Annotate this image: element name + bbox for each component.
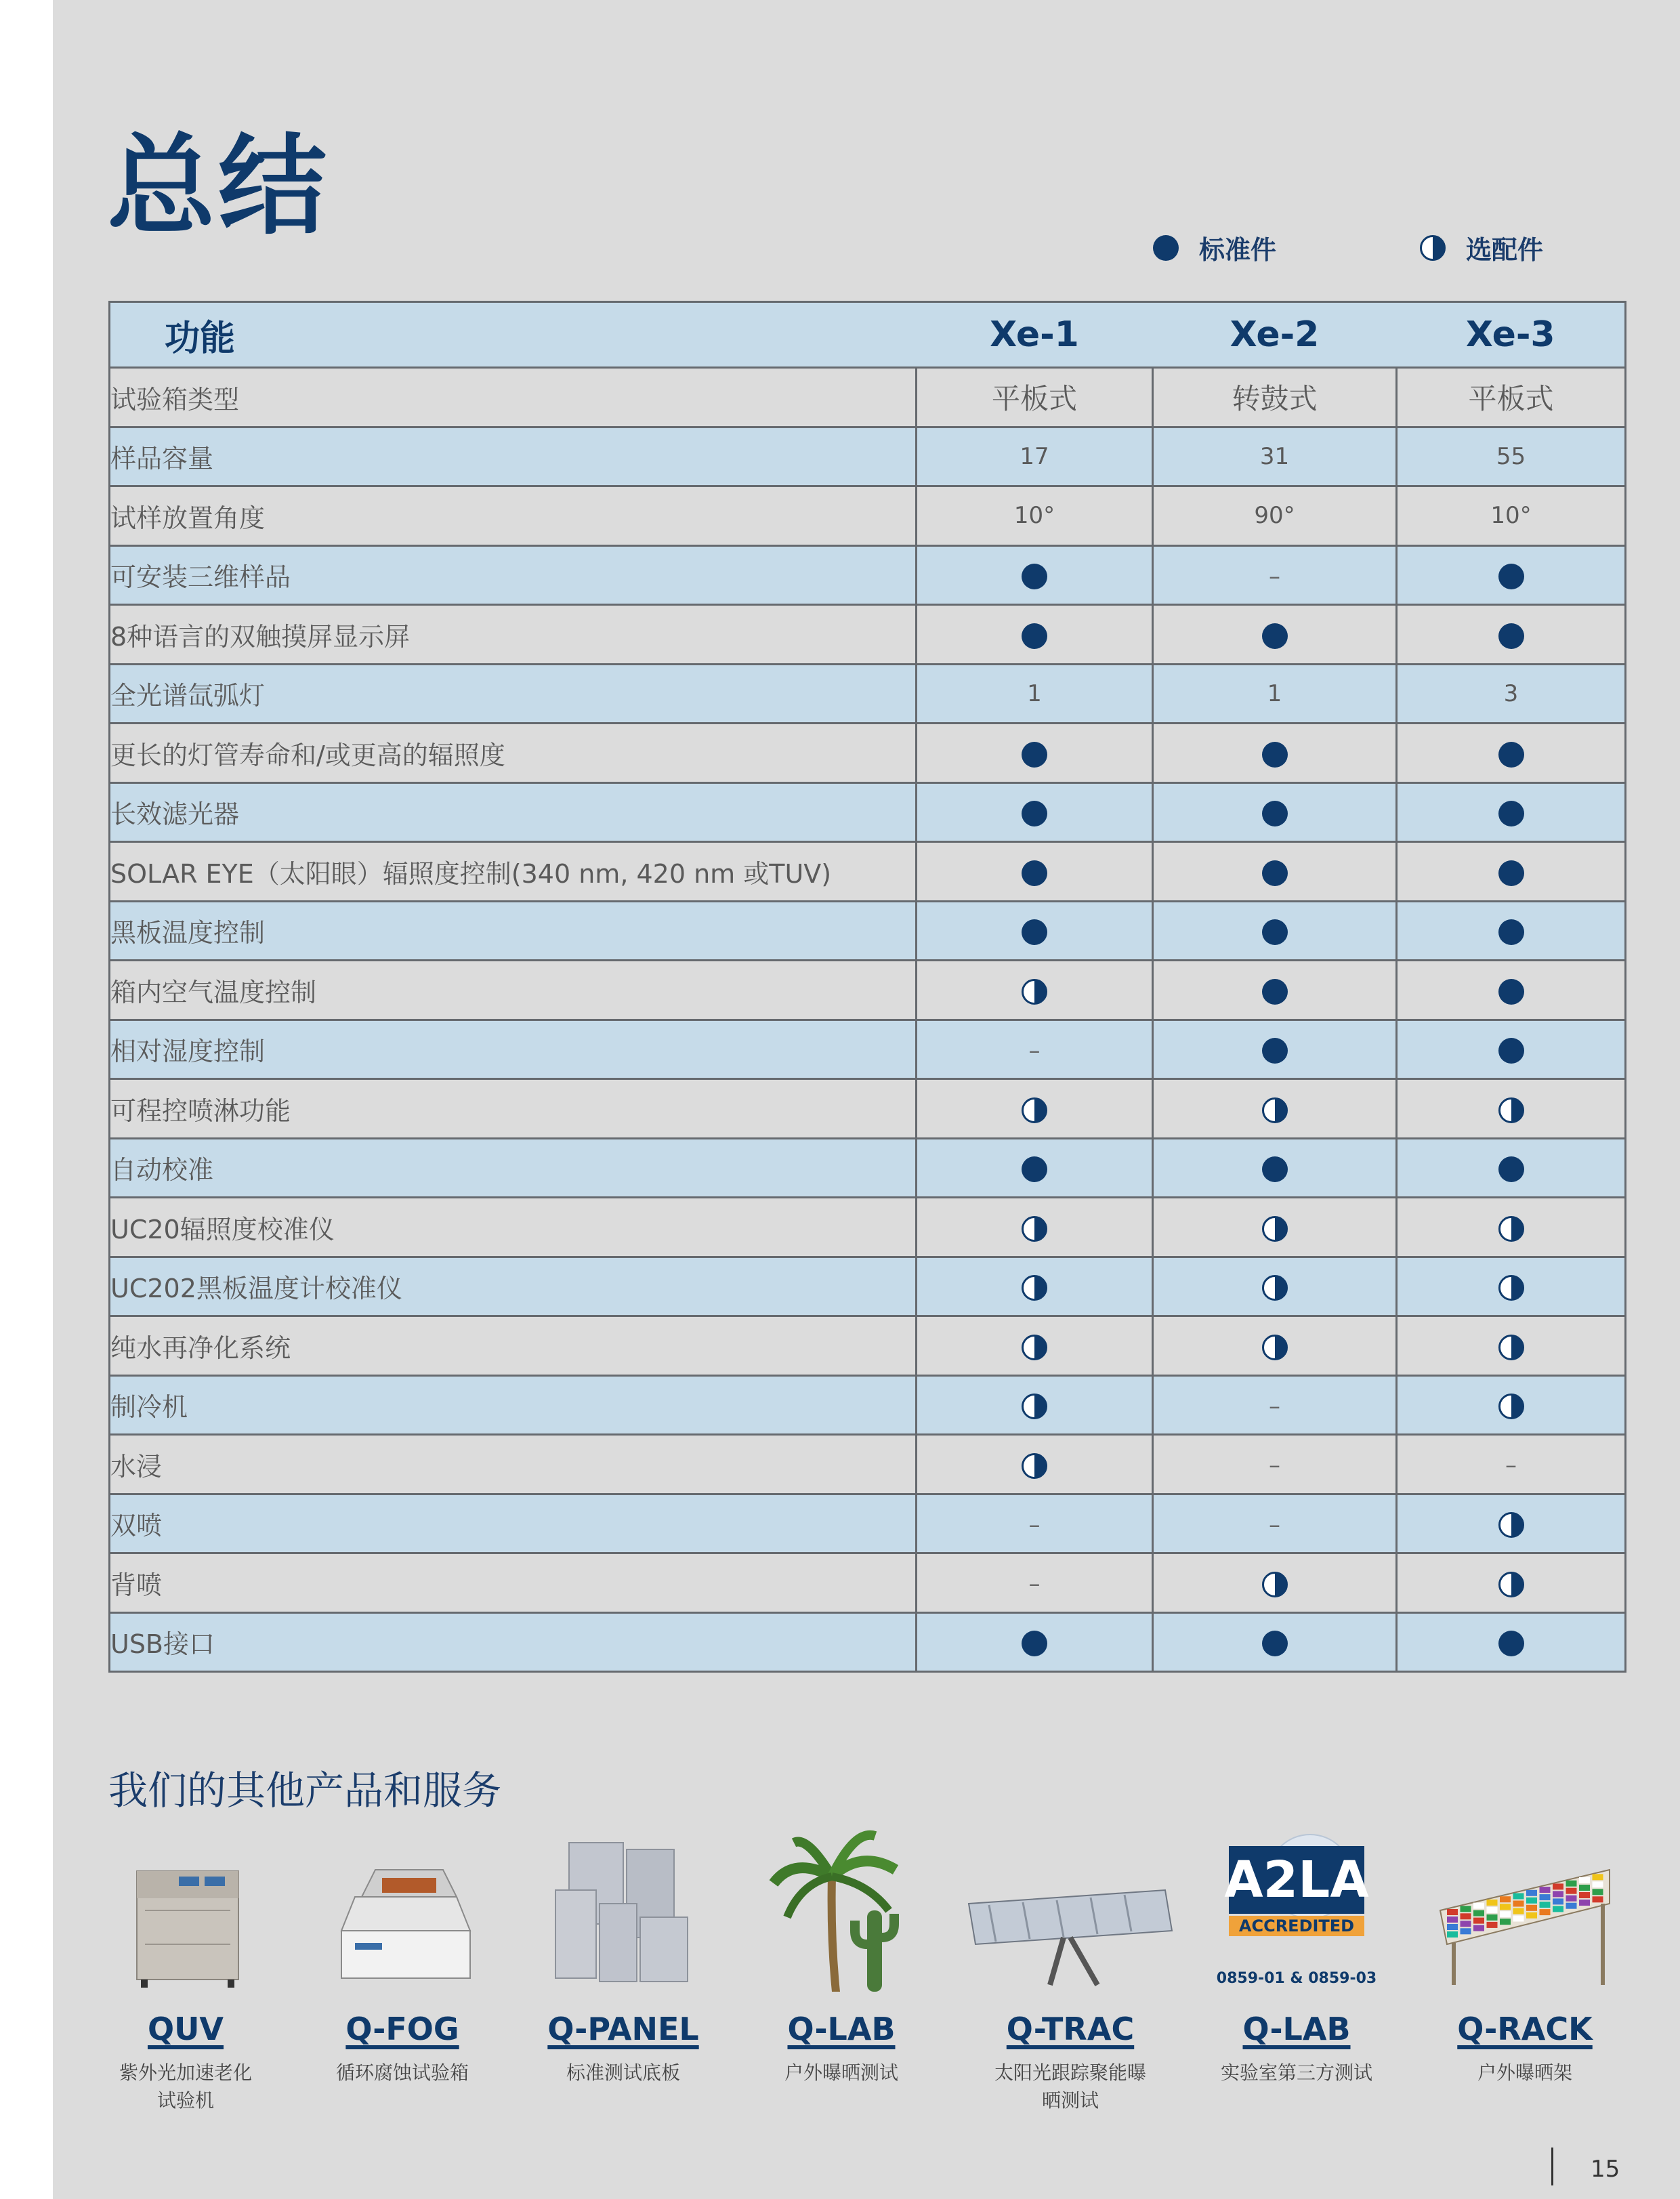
feature-column-header: 功能: [110, 302, 917, 368]
rack-sample-tile: [1500, 1896, 1511, 1902]
feature-label: 全光谱氙弧灯: [110, 664, 917, 724]
cell-xe-3: [1397, 842, 1626, 902]
product-q-lab-outdoor[interactable]: [753, 1829, 929, 2084]
product-q-panel[interactable]: [535, 1829, 711, 2084]
standard-dot-icon: [1262, 1631, 1288, 1656]
page-number-divider: [1551, 2148, 1553, 2185]
cell-xe-1: [917, 1079, 1153, 1139]
cell-xe-2: [1153, 961, 1397, 1020]
rack-sample-tile: [1579, 1885, 1590, 1891]
rack-sample-tile: [1487, 1914, 1498, 1921]
product-name[interactable]: Q-TRAC: [1006, 2011, 1135, 2047]
rack-sample-tile: [1579, 1892, 1590, 1898]
cell-xe-2: [1153, 1494, 1397, 1553]
rack-sample-tile: [1540, 1887, 1551, 1893]
table-row: [110, 901, 1626, 961]
cell-xe-3: 平板式: [1397, 368, 1626, 427]
rack-sample-tile: [1553, 1898, 1563, 1904]
optional-half-dot-icon: [1498, 1394, 1524, 1419]
rack-sample-tile: [1540, 1909, 1551, 1915]
standard-dot-icon: [1498, 1631, 1524, 1656]
test-panels-icon: [535, 1829, 711, 1992]
product-name[interactable]: Q-RACK: [1457, 2011, 1593, 2047]
feature-label: 试样放置角度: [110, 486, 917, 546]
rack-sample-tile: [1526, 1898, 1537, 1904]
product-name[interactable]: Q-FOG: [345, 2011, 459, 2047]
exposure-rack-icon: [1427, 1829, 1623, 1992]
rack-sample-tile: [1500, 1919, 1511, 1925]
cell-xe-1: [917, 1435, 1153, 1494]
rack-sample-tile: [1593, 1896, 1603, 1902]
product-name[interactable]: Q-PANEL: [547, 2011, 699, 2047]
legend-optional-label: 选配件: [1466, 235, 1544, 265]
optional-half-dot-icon: [1022, 1216, 1047, 1242]
model-header-xe1: Xe-1: [917, 302, 1153, 368]
other-products-heading: 我们的其他产品和服务: [108, 1767, 502, 1814]
feature-label: USB接口: [110, 1612, 917, 1672]
optional-half-dot-icon: [1262, 1097, 1288, 1123]
table-row: [110, 1553, 1626, 1613]
table-row: [110, 842, 1626, 902]
rack-sample-tile: [1553, 1883, 1563, 1889]
accreditation-code: 0859-01 & 0859-03: [1216, 1970, 1377, 1987]
cell-xe-3: [1397, 1494, 1626, 1553]
feature-label: 长效滤光器: [110, 782, 917, 842]
feature-label: UC202黑板温度计校准仪: [110, 1257, 917, 1316]
corrosion-chamber-icon: [314, 1829, 490, 1992]
cell-xe-3: [1397, 1257, 1626, 1316]
standard-dot-icon: [1498, 1156, 1524, 1182]
feature-label: 黑板温度控制: [110, 901, 917, 961]
cell-xe-2: [1153, 1553, 1397, 1613]
optional-half-dot-icon: [1022, 1335, 1047, 1360]
cell-xe-2: [1153, 1020, 1397, 1079]
standard-dot-icon: [1022, 1631, 1047, 1656]
not-available-dash: –: [1028, 1511, 1041, 1538]
sun-tracker-icon: [948, 1829, 1192, 1992]
product-desc: [948, 2059, 1192, 2114]
optional-half-dot-icon: [1022, 979, 1047, 1005]
rack-sample-tile: [1473, 1910, 1484, 1917]
standard-dot-icon: [1022, 623, 1047, 649]
not-available-dash: –: [1269, 1511, 1280, 1538]
product-name[interactable]: Q-LAB: [787, 2011, 896, 2047]
rack-sample-tile: [1461, 1906, 1471, 1912]
standard-dot-icon: [1262, 1156, 1288, 1182]
rack-sample-tile: [1487, 1907, 1498, 1913]
standard-dot-icon: [1022, 742, 1047, 768]
table-row: [110, 1612, 1626, 1672]
table-row: [110, 1138, 1626, 1198]
cell-xe-3: [1397, 1020, 1626, 1079]
cell-xe-2: [1153, 1612, 1397, 1672]
standard-dot-icon: [1262, 1038, 1288, 1064]
cell-xe-1: [917, 724, 1153, 783]
table-row: [110, 486, 1626, 546]
rack-sample-tile: [1500, 1904, 1511, 1910]
rack-sample-tile: [1593, 1881, 1603, 1887]
cell-xe-3: [1397, 724, 1626, 783]
rack-sample-tile: [1566, 1888, 1577, 1894]
cell-xe-1: [917, 1612, 1153, 1672]
not-available-dash: –: [1028, 1036, 1041, 1064]
optional-half-dot-icon: [1498, 1572, 1524, 1597]
rack-sample-tile: [1540, 1902, 1551, 1908]
model-header-xe3: Xe-3: [1397, 302, 1626, 368]
cell-xe-1: [917, 1020, 1153, 1079]
standard-dot-icon: [1022, 919, 1047, 945]
cell-xe-3: [1397, 1316, 1626, 1376]
cell-xe-2: 31: [1153, 427, 1397, 486]
rack-sample-tile: [1526, 1912, 1537, 1919]
cell-xe-2: [1153, 1138, 1397, 1198]
rack-sample-tile: [1447, 1909, 1458, 1915]
cell-xe-2: [1153, 1316, 1397, 1376]
not-available-dash: –: [1028, 1570, 1041, 1598]
rack-sample-tile: [1526, 1905, 1537, 1911]
model-header-xe2: Xe-2: [1153, 302, 1397, 368]
product-name[interactable]: Q-LAB: [1242, 2011, 1351, 2047]
feature-label: 可程控喷淋功能: [110, 1079, 917, 1139]
cell-xe-3: [1397, 1079, 1626, 1139]
standard-dot-icon: [1262, 742, 1288, 768]
product-desc-line: 试验机: [156, 2089, 214, 2112]
optional-half-dot-icon: [1022, 1453, 1047, 1479]
legend-optional: [1420, 229, 1543, 266]
product-desc-line: 紫外光加速老化: [119, 2061, 252, 2084]
optional-half-dot-icon: [1262, 1275, 1288, 1301]
cell-xe-1: [917, 605, 1153, 665]
table-row: [110, 1198, 1626, 1257]
table-row: [110, 782, 1626, 842]
cell-xe-1: 平板式: [917, 368, 1153, 427]
a2la-accredited-logo: [1209, 1829, 1385, 1965]
cell-xe-1: [917, 1316, 1153, 1376]
legend-standard-label: 标准件: [1199, 235, 1277, 265]
rack-sample-tile: [1473, 1918, 1484, 1924]
cell-xe-1: [917, 1375, 1153, 1435]
rack-sample-tile: [1553, 1891, 1563, 1897]
standard-dot-icon: [1022, 801, 1047, 826]
feature-label: 背喷: [110, 1553, 917, 1613]
feature-comparison-table: [108, 301, 1626, 1673]
cell-xe-1: [917, 961, 1153, 1020]
rack-sample-tile: [1461, 1928, 1471, 1934]
cell-xe-3: 10°: [1397, 486, 1626, 546]
cell-xe-1: [917, 1494, 1153, 1553]
table-row: [110, 545, 1626, 605]
standard-dot-icon: [1022, 860, 1047, 886]
table-row: [110, 1020, 1626, 1079]
cell-xe-2: 90°: [1153, 486, 1397, 546]
not-available-dash: –: [1505, 1452, 1517, 1480]
cell-xe-3: [1397, 545, 1626, 605]
cell-xe-2: [1153, 545, 1397, 605]
feature-label: 样品容量: [110, 427, 917, 486]
table-row: [110, 664, 1626, 724]
rack-sample-tile: [1447, 1931, 1458, 1938]
product-desc: [98, 2059, 274, 2114]
cell-xe-1: [917, 1138, 1153, 1198]
product-q-lab-accredited[interactable]: [1209, 1829, 1385, 2084]
cell-xe-2: 转鼓式: [1153, 368, 1397, 427]
cell-xe-3: [1397, 1553, 1626, 1613]
standard-dot-icon: [1153, 235, 1179, 261]
rack-sample-tile: [1566, 1896, 1577, 1902]
standard-dot-icon: [1498, 1038, 1524, 1064]
cell-xe-3: 3: [1397, 664, 1626, 724]
product-desc: 户外曝晒架: [1477, 2061, 1572, 2084]
feature-label: SOLAR EYE（太阳眼）辐照度控制(340 nm, 420 nm 或TUV): [110, 842, 917, 902]
rack-sample-tile: [1513, 1916, 1524, 1922]
table-row: [110, 961, 1626, 1020]
feature-label: 水浸: [110, 1435, 917, 1494]
rack-sample-tile: [1540, 1894, 1551, 1900]
standard-dot-icon: [1262, 919, 1288, 945]
feature-label: 试验箱类型: [110, 368, 917, 427]
cell-xe-2: [1153, 1198, 1397, 1257]
product-q-fog[interactable]: [314, 1829, 490, 2084]
standard-dot-icon: [1262, 979, 1288, 1005]
rack-sample-tile: [1500, 1911, 1511, 1917]
table-row: [110, 1316, 1626, 1376]
product-desc-line: 太阳光跟踪聚能曝: [994, 2061, 1146, 2084]
standard-dot-icon: [1498, 979, 1524, 1005]
product-desc-line: 晒测试: [1041, 2089, 1099, 2112]
cell-xe-3: [1397, 605, 1626, 665]
cell-xe-2: [1153, 1257, 1397, 1316]
cell-xe-3: [1397, 901, 1626, 961]
rack-sample-tile: [1593, 1874, 1603, 1880]
optional-half-dot-icon: [1498, 1335, 1524, 1360]
cell-xe-1: 10°: [917, 486, 1153, 546]
rack-sample-tile: [1461, 1921, 1471, 1927]
rack-sample-tile: [1461, 1913, 1471, 1919]
page-number: 15: [1591, 2156, 1620, 2183]
cell-xe-3: [1397, 1612, 1626, 1672]
rack-sample-tile: [1513, 1908, 1524, 1914]
feature-label: 箱内空气温度控制: [110, 961, 917, 1020]
standard-dot-icon: [1498, 860, 1524, 886]
cell-xe-3: [1397, 1198, 1626, 1257]
optional-half-dot-icon: [1262, 1335, 1288, 1360]
table-row: [110, 1257, 1626, 1316]
cell-xe-2: [1153, 724, 1397, 783]
product-q-trac[interactable]: [948, 1829, 1192, 2112]
rack-sample-tile: [1473, 1925, 1484, 1931]
rack-sample-tile: [1566, 1881, 1577, 1887]
optional-half-dot-icon: [1022, 1097, 1047, 1123]
optional-half-dot-icon: [1262, 1572, 1288, 1597]
product-desc: 循环腐蚀试验箱: [335, 2061, 469, 2084]
cell-xe-2: [1153, 842, 1397, 902]
feature-label: 双喷: [110, 1494, 917, 1553]
rack-sample-tile: [1487, 1922, 1498, 1928]
feature-label: 相对湿度控制: [110, 1020, 917, 1079]
product-desc: 标准测试底板: [566, 2061, 680, 2084]
rack-sample-tile: [1593, 1889, 1603, 1895]
feature-label: 自动校准: [110, 1138, 917, 1198]
feature-label: 可安装三维样品: [110, 545, 917, 605]
standard-dot-icon: [1022, 564, 1047, 589]
product-q-rack[interactable]: [1427, 1829, 1623, 2084]
rack-sample-tile: [1526, 1890, 1537, 1896]
svg-text:A2LA: A2LA: [1224, 1851, 1369, 1909]
quv-tester-icon: [98, 1829, 274, 1992]
standard-dot-icon: [1498, 919, 1524, 945]
cell-xe-3: 55: [1397, 427, 1626, 486]
rack-sample-tile: [1473, 1903, 1484, 1909]
cell-xe-1: [917, 1257, 1153, 1316]
table-row: [110, 1435, 1626, 1494]
optional-half-dot-icon: [1022, 1394, 1047, 1419]
cell-xe-2: [1153, 605, 1397, 665]
optional-half-dot-icon: [1498, 1216, 1524, 1242]
table-row: [110, 1494, 1626, 1553]
table-row: [110, 1079, 1626, 1139]
optional-half-dot-icon: [1420, 235, 1446, 261]
product-desc: 户外曝晒测试: [784, 2061, 898, 2084]
rack-sample-tile: [1513, 1893, 1524, 1900]
cell-xe-2: [1153, 1079, 1397, 1139]
optional-half-dot-icon: [1262, 1216, 1288, 1242]
feature-label: 纯水再净化系统: [110, 1316, 917, 1376]
cell-xe-2: 1: [1153, 664, 1397, 724]
cell-xe-2: [1153, 901, 1397, 961]
rack-sample-tile: [1447, 1924, 1458, 1930]
table-row: [110, 368, 1626, 427]
cell-xe-3: [1397, 1138, 1626, 1198]
rack-sample-tile: [1579, 1900, 1590, 1906]
table-header-row: [110, 302, 1626, 368]
palm-cactus-icon: [753, 1829, 929, 2005]
cell-xe-3: [1397, 961, 1626, 1020]
standard-dot-icon: [1498, 801, 1524, 826]
cell-xe-1: 1: [917, 664, 1153, 724]
optional-half-dot-icon: [1498, 1512, 1524, 1538]
cell-xe-3: [1397, 1435, 1626, 1494]
standard-dot-icon: [1262, 860, 1288, 886]
rack-sample-tile: [1447, 1917, 1458, 1923]
legend-standard: [1153, 229, 1276, 266]
rack-sample-tile: [1513, 1901, 1524, 1907]
cell-xe-1: [917, 842, 1153, 902]
page-title: 总结: [107, 123, 330, 249]
not-available-dash: –: [1269, 562, 1280, 590]
standard-dot-icon: [1498, 564, 1524, 589]
optional-half-dot-icon: [1022, 1275, 1047, 1301]
cell-xe-1: [917, 1198, 1153, 1257]
not-available-dash: –: [1269, 1452, 1280, 1480]
standard-dot-icon: [1022, 1156, 1047, 1182]
product-desc: 实验室第三方测试: [1220, 2061, 1372, 2084]
left-margin-strip: [0, 0, 53, 2199]
cell-xe-1: [917, 1553, 1153, 1613]
rack-sample-tile: [1566, 1903, 1577, 1909]
not-available-dash: –: [1269, 1392, 1280, 1420]
feature-label: 更长的灯管寿命和/或更高的辐照度: [110, 724, 917, 783]
table-row: [110, 605, 1626, 665]
cell-xe-1: [917, 782, 1153, 842]
standard-dot-icon: [1262, 623, 1288, 649]
cell-xe-1: [917, 545, 1153, 605]
standard-dot-icon: [1498, 742, 1524, 768]
cell-xe-2: [1153, 1435, 1397, 1494]
rack-sample-tile: [1579, 1877, 1590, 1883]
feature-label: UC20辐照度校准仪: [110, 1198, 917, 1257]
table-row: [110, 1375, 1626, 1435]
cell-xe-1: 17: [917, 427, 1153, 486]
cell-xe-1: [917, 901, 1153, 961]
table-row: [110, 427, 1626, 486]
cell-xe-3: [1397, 1375, 1626, 1435]
feature-label: 制冷机: [110, 1375, 917, 1435]
cell-xe-2: [1153, 1375, 1397, 1435]
cell-xe-3: [1397, 782, 1626, 842]
rack-sample-tile: [1553, 1906, 1563, 1912]
standard-dot-icon: [1498, 623, 1524, 649]
optional-half-dot-icon: [1498, 1275, 1524, 1301]
product-quv[interactable]: [98, 1829, 274, 2112]
cell-xe-2: [1153, 782, 1397, 842]
table-row: [110, 724, 1626, 783]
standard-dot-icon: [1262, 801, 1288, 826]
rack-sample-tile: [1487, 1900, 1498, 1906]
accredited-text: ACCREDITED: [1238, 1917, 1355, 1935]
product-name[interactable]: QUV: [147, 2011, 224, 2047]
feature-label: 8种语言的双触摸屏显示屏: [110, 605, 917, 665]
optional-half-dot-icon: [1498, 1097, 1524, 1123]
